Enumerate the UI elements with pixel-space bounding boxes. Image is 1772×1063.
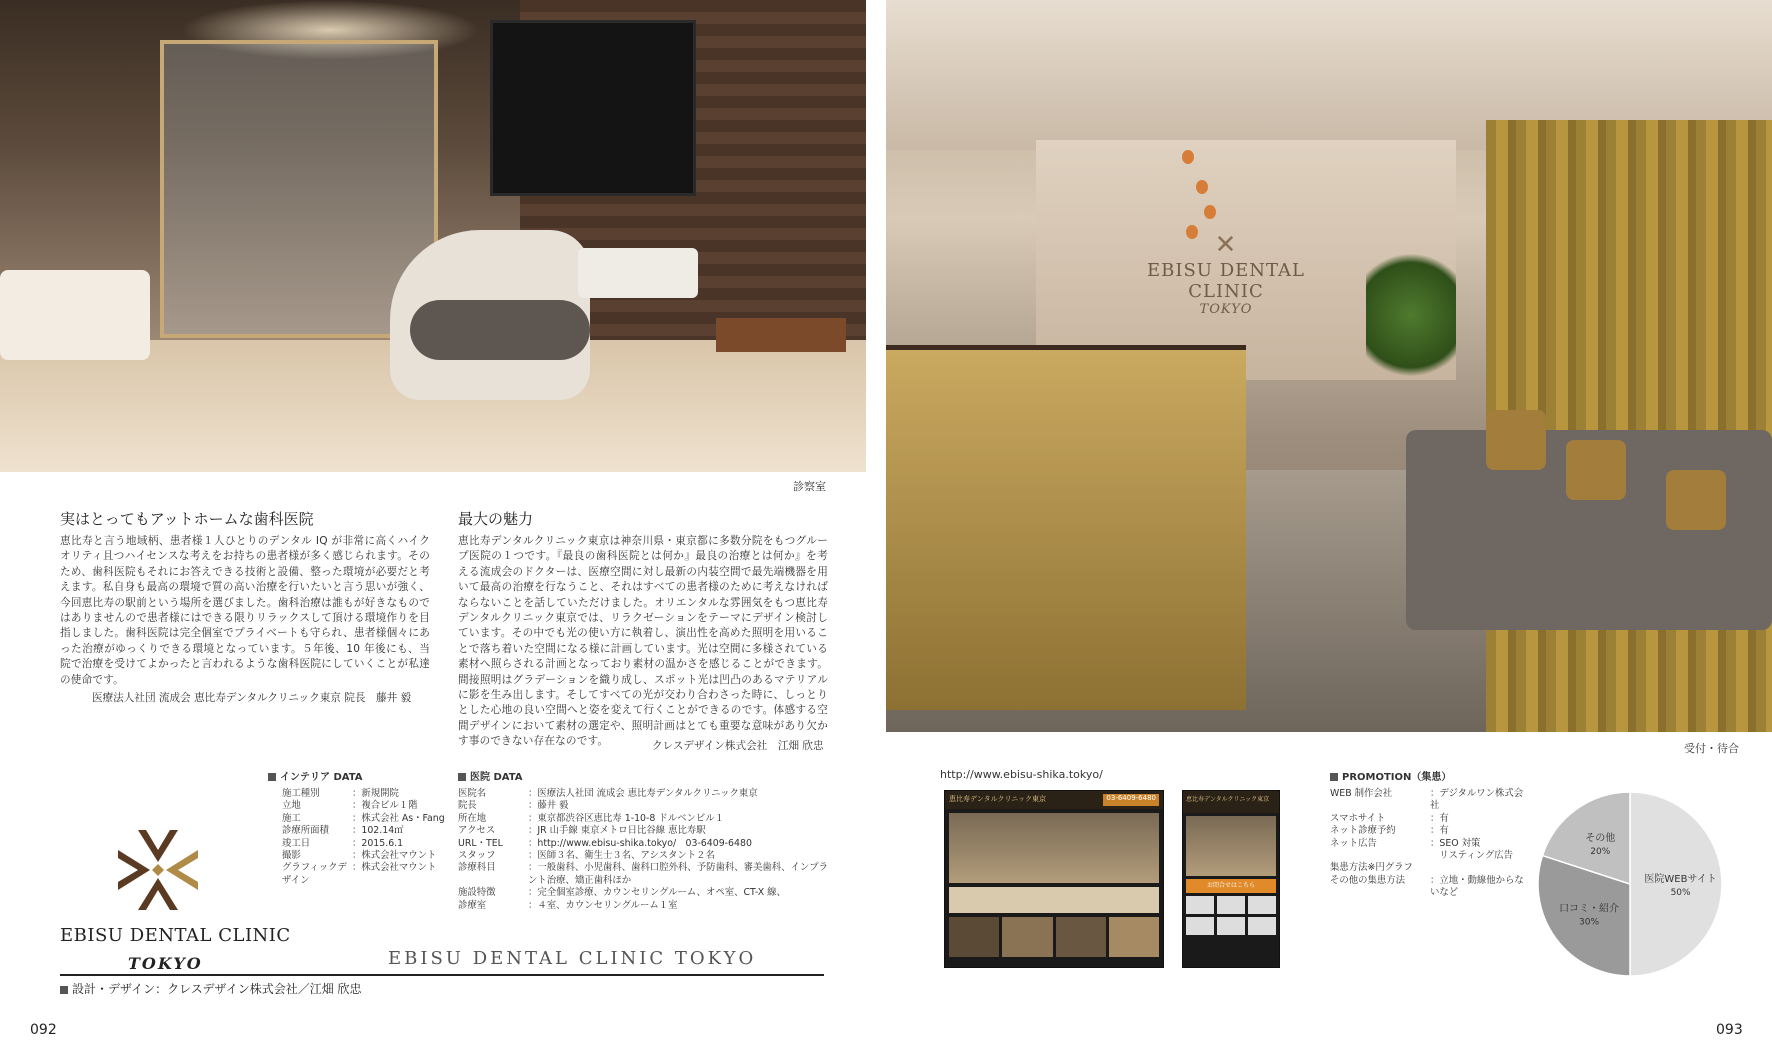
clinic-data-row-value: ：一般歯科、小児歯科、歯科口腔外科、予防歯科、審美歯科、インプラント治療、矯正歯科ほか [528,862,829,886]
clinic-logo-icon [108,820,208,920]
interior-data-row-key: 施工種別 [282,788,320,799]
page-number-right: 093 [1716,1022,1743,1038]
promotion-row-key: 集患方法※円グラフ [1330,862,1413,874]
promotion-row [1330,850,1530,862]
clinic-data-row-key: URL・TEL [458,837,503,849]
clinic-data-row [458,800,828,812]
clinic-data-row-key: 所在地 [458,812,487,824]
clinic-data-row [458,862,828,887]
article-right-heading: 最大の魅力 [458,510,534,528]
clinic-data-row-key: 院長 [458,800,477,812]
interior-data-row [282,813,452,825]
article-left-heading: 実はとってもアットホームな歯科医院 [60,510,314,528]
article-left-signature: 医療法人社団 流成会 恵比寿デンタルクリニック東京 院長 藤井 毅 [92,692,412,704]
clinic-data-row-key: 診療室 [458,899,487,911]
interior-data-row-value: ：2015.6.1 [352,837,404,849]
clinic-data-row [458,838,828,850]
page-number-left: 092 [30,1022,57,1038]
clinic-logo-sub: TOKYO [128,954,203,973]
clinic-data-row-key: スタッフ [458,850,496,862]
design-credit: 設計・デザイン：クレスデザイン株式会社／江畑 欣忠 [60,980,362,997]
promotion-row-key: WEB 制作会社 [1330,788,1393,799]
promotion-row-key: その他の集患方法 [1330,874,1406,886]
clinic-data-row-value: ：４室、カウンセリングルーム１室 [528,899,678,911]
promotion-list [1330,788,1530,900]
clinic-data-row [458,788,828,800]
clinic-data-row-key: 施設特徴 [458,887,496,899]
promotion-row-key: ネット診療予約 [1330,825,1396,837]
promotion-row-value: リスティング広告 [1430,850,1514,862]
left-photo-caption: 診察室 [793,480,826,493]
clinic-data-row-key: アクセス [458,825,496,837]
promotion-row-value: ：立地・動線他からないなど [1430,874,1524,899]
clinic-data-row [458,825,828,837]
clinic-data-row-value: ：http://www.ebisu-shika.tokyo/ 03-6409-6480 [528,837,752,849]
pie-slice-value: 50% [1670,888,1691,898]
clinic-data-list [458,788,828,912]
promotion-row [1330,788,1530,813]
promotion-row-value: ：有 [1430,812,1449,824]
clinic-data-row [458,887,828,899]
interior-data-row-value: ：102.14㎡ [352,825,404,837]
article-left-body: 恵比寿と言う地域柄、患者様１人ひとりのデンタル IQ が非常に高くハイクオリティ且つハイセンスな考えをお持ちの患者様が多く感じられます。そのため、歯科医院もそれにお答えできる技術と設備、整った環境が必要だと考えます。私自身も最高の環境で質の高い治療を行いたいと言う思いが強く、今回恵比寿の駅前という場所を選びました。歯科治療は誰もが好きなものではありませんので患者様にはできる限りリラックスして頂ける環境作りを目指しました。歯科医院は完全個室でプライベートも守られ、患者様個々にあった治療がゆっくりできる環境となっています。５年後、10 年後にも、当院で治療を受けてよかったと言われるような歯科医院にしていくことが私達の使命です。 [60,535,430,686]
clinic-banner: EBISU DENTAL CLINIC TOKYO [388,948,757,969]
pie-slice-value: 30% [1579,917,1600,928]
interior-data-row [282,838,452,850]
promotion-row-key: ネット広告 [1330,837,1377,849]
clinic-logo-name: EBISU DENTAL CLINIC [60,925,291,946]
promotion-row [1330,813,1530,825]
interior-data-row-key: グラフィックデザイン [282,862,347,886]
promotion-row [1330,875,1530,900]
interior-data-row-value: ：複合ビル１階 [352,800,418,812]
clinic-data-row-value: ：医師３名、衛生士３名、アシスタント２名 [528,850,715,862]
clinic-data-row-value: ：東京都渋谷区恵比寿 1-10-8 ドルベンビル１ [528,812,724,824]
clinic-data-row-value: ：藤井 毅 [528,800,569,812]
clinic-data-row-value: ：JR 山手線 東京メトロ日比谷線 恵比寿駅 [528,825,706,837]
reception-photo [886,0,1772,732]
treatment-room-photo [0,0,866,472]
interior-data-row-key: 立地 [282,800,301,812]
interior-data-row-value: ：株式会社 As・Fang [352,812,445,824]
interior-data-row-value: ：株式会社マウント [352,862,437,874]
clinic-data-row [458,900,828,912]
interior-data-row-key: 竣工日 [282,837,311,849]
promotion-row-value: ：有 [1430,825,1449,837]
promotion-row [1330,862,1530,874]
promotion-row-key: スマホサイト [1330,812,1386,824]
pie-slice-label: 口コミ・紹介 [1559,903,1620,915]
promotion-row [1330,838,1530,850]
clinic-data-row-value: ：医療法人社団 流成会 恵比寿デンタルクリニック東京 [528,788,758,799]
promotion-row [1330,825,1530,837]
promotion-title: PROMOTION（集患） [1330,768,1451,783]
promotion-row-value: ：SEO 対策 [1430,837,1481,849]
clinic-data-row [458,813,828,825]
reception-logo: ✕ EBISU DENTAL CLINIC TOKYO [1147,230,1305,317]
interior-data-row [282,850,452,862]
promotion-row-value: ：デジタルワン株式会社 [1430,788,1524,812]
interior-data-row-value: ：株式会社マウント [352,850,437,862]
interior-data-row [282,800,452,812]
website-url[interactable]: http://www.ebisu-shika.tokyo/ [940,768,1103,781]
promotion-row-key [1330,850,1430,862]
pie-slice-value: 20% [1590,847,1611,858]
sp-site-screenshot: 恵比寿デンタルクリニック東京 お問合せはこちら [1182,790,1280,968]
pie-slice-label: 医院WEBサイト [1644,874,1717,885]
interior-data-row-key: 診療所面積 [282,825,329,837]
clinic-data-row [458,850,828,862]
interior-data-row-value: ：新規開院 [352,788,399,799]
article-right-body: 恵比寿デンタルクリニック東京は神奈川県・東京都に多数分院をもつグループ医院の１つです。『最良の歯科医院とは何か』最良の治療とは何か』を考える流成会のドクターは、医療空間に対し最新の内装空間で最先端機器を用いて最高の治療を行なうこと、それはすべての患者様のために考えなければならないことを話していただけました。オリエンタルな雰囲気をもつ恵比寿デンタルクリニック東京では、リラクゼーションをテーマにデザイン検討しています。その中でも光の使い方に執着し、演出性を高めた照明を用いることで落ち着いた空間になる様に計画しています。光は空間に多様されている素材へ照らされる計画となっており素材の温かさを感じることができます。間接照明はグラデーションを織り成し、スポット光は凹凸のあるマテリアルに影を生み出します。そしてすべての光が交わり合わさった時に、しっとりとした心地の良い空間へと姿を変えて行くことができるのです。体感する空間デザインにおいて素材の選定や、照明計画はとても重要な意味があり欠かす事のできない存在なのです。 [458,535,828,748]
banner-rule [60,974,824,976]
interior-data-row [282,788,452,800]
article-right-signature: クレスデザイン株式会社 江畑 欣忠 [652,740,824,752]
interior-data-row [282,862,452,887]
interior-data-title: インテリア DATA [268,768,363,783]
pc-site-screenshot: 恵比寿デンタルクリニック東京 03-6409-6480 [944,790,1164,968]
clinic-data-title: 医院 DATA [458,768,523,783]
clinic-data-row-key: 医院名 [458,788,487,799]
clinic-data-row-value: ：完全個室診療、カウンセリングルーム、オペ室、CT-X 線、 [528,887,786,899]
right-photo-caption: 受付・待合 [1684,742,1739,755]
interior-data-row-key: 施工 [282,812,301,824]
interior-data-row-key: 撮影 [282,850,301,862]
interior-data-list [282,788,452,887]
interior-data-row [282,825,452,837]
pie-slice-label: その他 [1585,833,1616,845]
promotion-pie-chart [1530,784,1730,984]
clinic-data-row-key: 診療科目 [458,862,496,874]
